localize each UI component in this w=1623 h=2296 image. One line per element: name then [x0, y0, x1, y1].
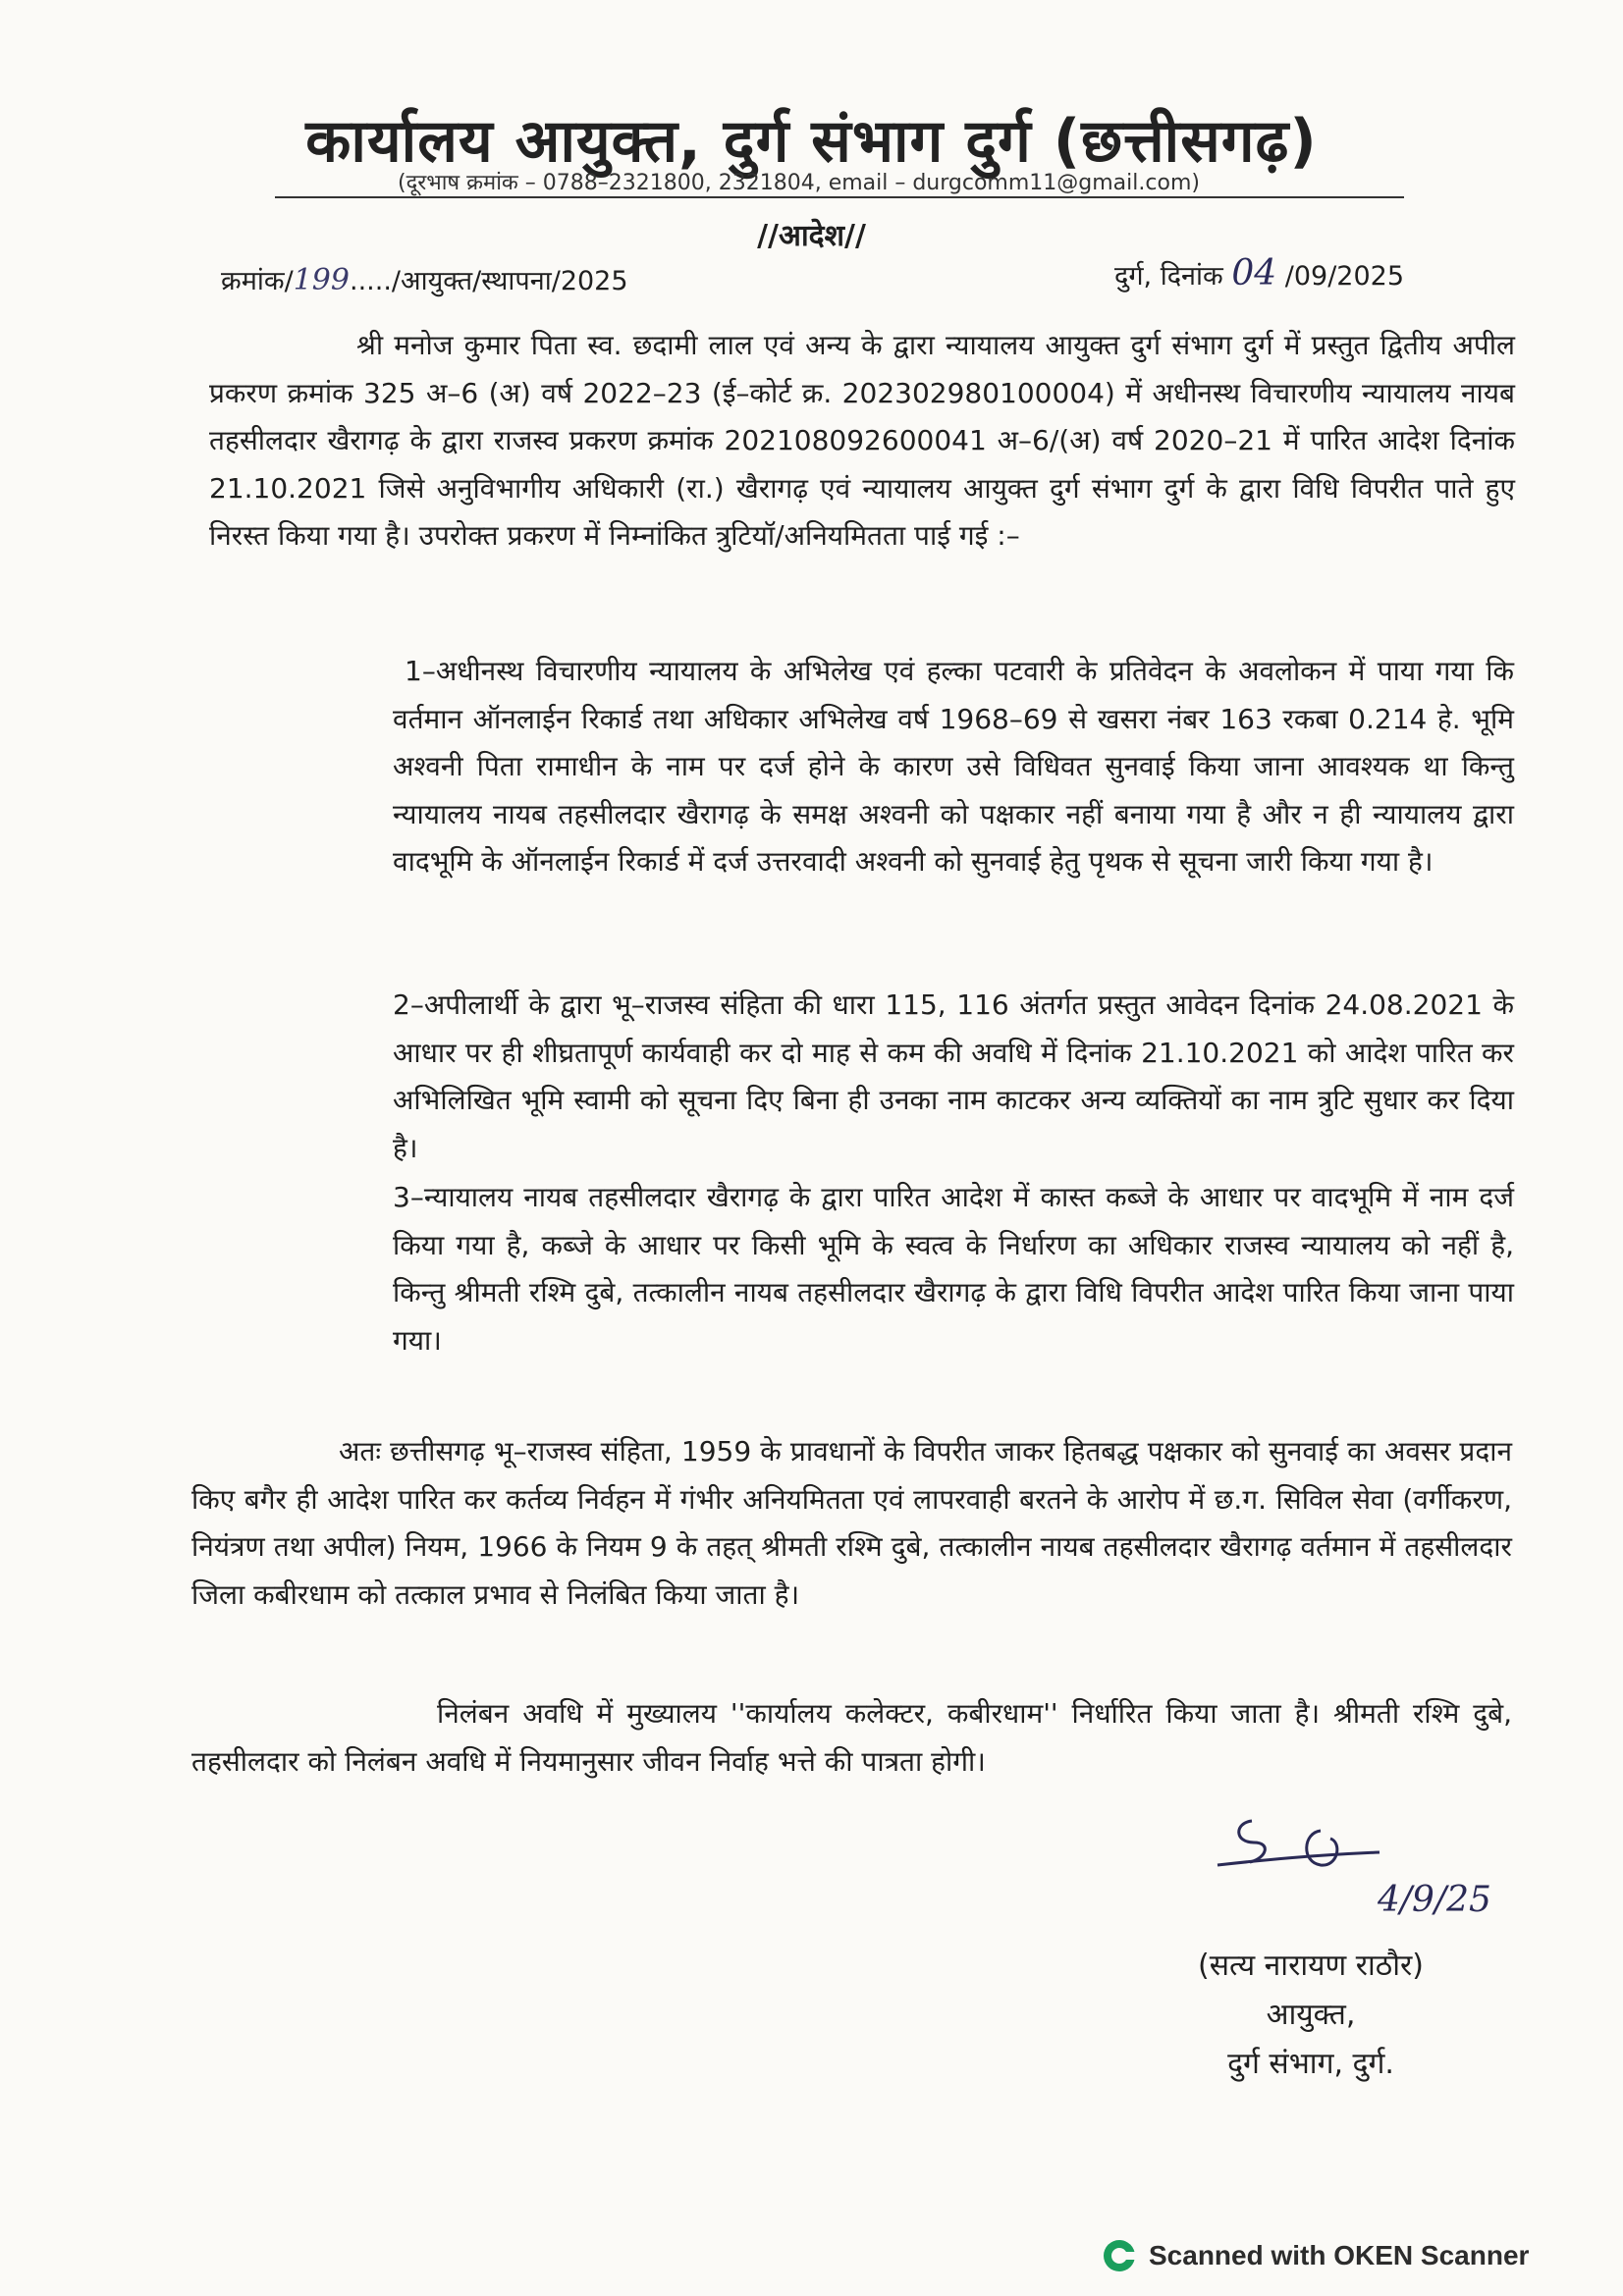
irregularity-item-3: 3–न्यायालय नायब तहसीलदार खैरागढ़ के द्वारा पारित आदेश में कास्त कब्जे के आधार पर वादभूमि में नाम दर्ज किया गया है, कब्जे के आधार पर किसी भूमि के स्वत्व के निर्धारण का अधिकार राजस्व न्यायालय को नहीं है, किन्तु श्रीमती रश्मि दुबे, तत्कालीन नायब तहसीलदार खैरागढ़ के द्वारा विधि विपरीत आदेश पारित किया जाना पाया गया।: [393, 1181, 1514, 1357]
signatory-office: दुर्ग संभाग, दुर्ग.: [1227, 2047, 1394, 2081]
ref-number-handwritten: 199: [293, 263, 350, 297]
conclusion-paragraph: अतः छत्तीसगढ़ भू–राजस्व संहिता, 1959 के प्रावधानों के विपरीत जाकर हितबद्ध पक्षकार को सुनवाई का अवसर प्रदान किए बगैर ही आदेश पारित कर कर्तव्य निर्वहन में गंभीर अनियमितता एवं लापरवाही बरतने के आरोप में छ.ग. सिविल सेवा (वर्गीकरण, नियंत्रण तथा अपील) नियम, 1966 के नियम 9 के तहत् श्रीमती रश्मि दुबे, तत्कालीन नायब तहसीलदार खैरागढ़ वर्तमान में तहसीलदार जिला कबीरधाम को तत्काल प्रभाव से निलंबित किया जाता है।: [191, 1435, 1512, 1611]
reference-number: [221, 261, 628, 297]
order-date: [1114, 253, 1404, 294]
signatory-name: (सत्य नारायण राठौर): [1198, 1949, 1424, 1983]
signature-date-handwritten: 4/9/25: [1378, 1880, 1491, 1920]
signature-block: [1149, 1942, 1473, 2089]
office-title: कार्यालय आयुक्त, दुर्ग संभाग दुर्ग (छत्तीसगढ़): [305, 107, 1318, 176]
signatory-designation: आयुक्त,: [1266, 1998, 1356, 2032]
date-suffix: /09/2025: [1284, 261, 1405, 292]
order-heading: //आदेश//: [757, 219, 866, 253]
scanner-watermark-text: Scanned with OKEN Scanner: [1149, 2240, 1530, 2270]
ref-prefix: क्रमांक/: [221, 266, 294, 296]
irregularity-item-2: 2–अपीलार्थी के द्वारा भू–राजस्व संहिता की धारा 115, 116 अंतर्गत प्रस्तुत आवेदन दिनांक 24.08.2021 के आधार पर ही शीघ्रतापूर्ण कार्यवाही कर दो माह से कम की अवधि में दिनांक 21.10.2021 को आदेश पारित कर अभिलिखित भूमि स्वामी को सूचना दिए बिना ही उनका नाम काटकर अन्य व्यक्तियों का नाम त्रुटि सुधार कर दिया है।: [393, 988, 1514, 1164]
intro-paragraph: श्री मनोज कुमार पिता स्व. छदामी लाल एवं अन्य के द्वारा न्यायालय आयुक्त दुर्ग संभाग दुर्ग में प्रस्तुत द्वितीय अपील प्रकरण क्रमांक 325 अ–6 (अ) वर्ष 2022–23 (ई–कोर्ट क्र. 202302980100004) में अधीनस्थ विचारणीय न्यायालय नायब तहसीलदार खैरागढ़ के द्वारा राजस्व प्रकरण क्रमांक 202108092600041 अ–6/(अ) वर्ष 2020–21 में पारित आदेश दिनांक 21.10.2021 जिसे अनुविभागीय अधिकारी (रा.) खैरागढ़ एवं न्यायालय आयुक्त दुर्ग संभाग दुर्ग के द्वारा विधि विपरीत पाते हुए निरस्त किया गया है। उपरोक्त प्रकरण में निम्नांकित त्रुटियॉ/अनियमितता पाई गई :–: [209, 329, 1515, 552]
date-day-handwritten: 04: [1231, 253, 1277, 294]
irregularity-item-1: 1–अधीनस्थ विचारणीय न्यायालय के अभिलेख एवं हल्का पटवारी के प्रतिवेदन के अवलोकन में पाया गया कि वर्तमान ऑनलाईन रिकार्ड तथा अधिकार अभिलेख वर्ष 1968–69 से खसरा नंबर 163 रकबा 0.214 हे. भूमि अश्वनी पिता रामाधीन के नाम पर दर्ज होने के कारण उसे विधिवत सुनवाई किया जाना आवश्यक था किन्तु न्यायालय नायब तहसीलदार खैरागढ़ के समक्ष अश्वनी को पक्षकार नहीं बनाया गया है और न ही न्यायालय द्वारा वादभूमि के ऑनलाईन रिकार्ड में दर्ज उत्तरवादी अश्वनी को सुनवाई हेतु पृथक से सूचना जारी किया गया है।: [393, 655, 1514, 878]
date-prefix: दुर्ग, दिनांक: [1114, 261, 1223, 292]
handwritten-signature: [1213, 1811, 1409, 1890]
header-divider: [275, 196, 1404, 198]
contact-line: (दूरभाष क्रमांक – 0788–2321800, 2321804, email – durgcomm11@gmail.com): [398, 171, 1200, 195]
suspension-paragraph: निलंबन अवधि में मुख्यालय ''कार्यालय कलेक्टर, कबीरधाम'' निर्धारित किया जाता है। श्रीमती रश्मि दुबे, तहसीलदार को निलंबन अवधि में नियमानुसार जीवन निर्वाह भत्ते की पात्रता होगी।: [191, 1697, 1512, 1778]
oken-scanner-logo-icon: [1102, 2238, 1137, 2273]
scanner-watermark: [1102, 2238, 1529, 2273]
ref-suffix: ...../आयुक्त/स्थापना/2025: [349, 266, 628, 296]
